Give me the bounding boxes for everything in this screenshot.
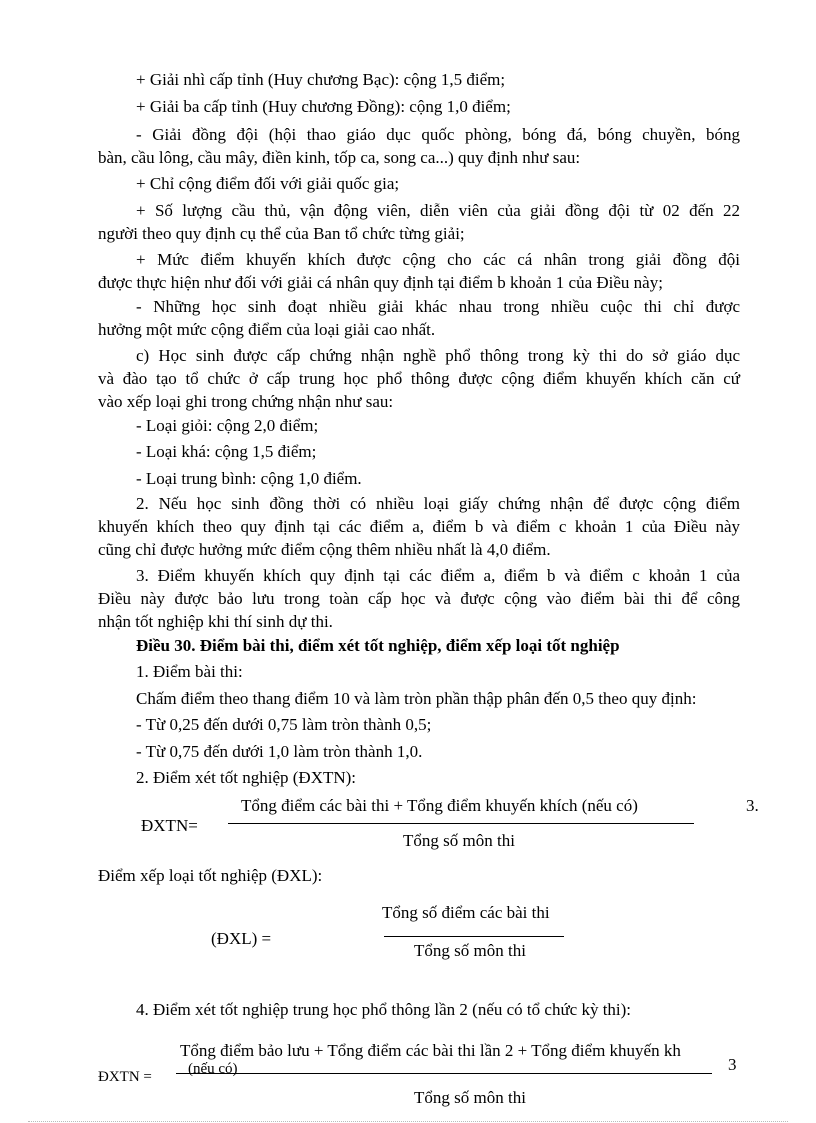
formula-denominator: Tổng số môn thi <box>403 831 515 850</box>
page-bottom-border <box>28 1121 788 1122</box>
text-line: nhận tốt nghiệp khi thí sinh dự thi. <box>98 612 333 631</box>
text-line: + Chỉ cộng điểm đối với giải quốc gia; <box>136 174 400 193</box>
text-line: bàn, cầu lông, cầu mây, điền kinh, tốp ca, song ca...) quy định như sau: <box>98 148 581 167</box>
text-line: - Giải đồng đội (hội thao giáo dục quốc phòng, bóng đá, bóng chuyền, bóng <box>136 125 740 144</box>
formula-denominator: Tổng số môn thi <box>414 1088 526 1107</box>
text-line: 3. Điểm khuyến khích quy định tại các điểm a, điểm b và điểm c khoản 1 của <box>136 566 740 585</box>
formula-numerator: Tổng điểm các bài thi + Tổng điểm khuyến khích (nếu có) <box>241 796 638 815</box>
text-line: - Từ 0,25 đến dưới 0,75 làm tròn thành 0,5; <box>136 715 432 734</box>
text-line: c) Học sinh được cấp chứng nhận nghề phổ thông trong kỳ thi do sở giáo dục <box>136 346 740 365</box>
fraction-bar <box>384 936 564 937</box>
text-line: - Những học sinh đoạt nhiều giải khác nhau trong nhiều cuộc thi chỉ được <box>136 297 740 316</box>
text-line: khuyến khích theo quy định tại các điểm a, điểm b và điểm c khoản 1 của Điều này <box>98 517 740 536</box>
text-line: 1. Điểm bài thi: <box>136 662 243 681</box>
text-line: Điểm xếp loại tốt nghiệp (ĐXL): <box>98 866 323 885</box>
text-line: 2. Điểm xét tốt nghiệp (ĐXTN): <box>136 768 357 787</box>
text-line: Chấm điểm theo thang điểm 10 và làm tròn phần thập phân đến 0,5 theo quy định: <box>136 689 697 708</box>
text-line: - Loại khá: cộng 1,5 điểm; <box>136 442 317 461</box>
formula-lhs: ĐXTN = <box>98 1069 152 1085</box>
formula-numerator: Tổng số điểm các bài thi <box>382 903 550 922</box>
article-heading: Điều 30. Điểm bài thi, điểm xét tốt nghiệp, điểm xếp loại tốt nghiệp <box>136 636 620 655</box>
formula-denominator: Tổng số môn thi <box>414 941 526 960</box>
text-line: hưởng một mức cộng điểm của loại giải cao nhất. <box>98 320 436 339</box>
text-line: - Loại giỏi: cộng 2,0 điểm; <box>136 416 319 435</box>
text-line: cũng chỉ được hưởng mức điểm cộng thêm nhiều nhất là 4,0 điểm. <box>98 540 551 559</box>
text-line: người theo quy định cụ thể của Ban tổ chức từng giải; <box>98 224 465 243</box>
fraction-bar <box>228 823 694 824</box>
formula-lhs: (ĐXL) = <box>211 929 272 948</box>
text-line: vào xếp loại ghi trong chứng nhận như sau: <box>98 392 394 411</box>
formula-lhs: ĐXTN= <box>141 816 198 835</box>
formula-numerator: Tổng điểm bảo lưu + Tổng điểm các bài thi lần 2 + Tổng điểm khuyến kh <box>180 1041 681 1060</box>
text-line: + Giải nhì cấp tỉnh (Huy chương Bạc): cộng 1,5 điểm; <box>136 70 506 89</box>
text-line: 2. Nếu học sinh đồng thời có nhiều loại giấy chứng nhận để được cộng điểm <box>136 494 740 513</box>
text-line: và đào tạo tổ chức ở cấp trung học phổ thông được cộng điểm khuyến khích căn cứ <box>98 369 740 388</box>
text-line: - Loại trung bình: cộng 1,0 điểm. <box>136 469 362 488</box>
formula-trailing: 3. <box>746 796 759 815</box>
text-line: - Từ 0,75 đến dưới 1,0 làm tròn thành 1,0. <box>136 742 423 761</box>
text-line: + Giải ba cấp tỉnh (Huy chương Đồng): cộng 1,0 điểm; <box>136 97 511 116</box>
text-line: + Mức điểm khuyến khích được cộng cho các cá nhân trong giải đồng đội <box>136 250 740 269</box>
text-line: Điều này được bảo lưu trong toàn cấp học và được cộng vào điểm bài thi để công <box>98 589 740 608</box>
formula-trailing: 3 <box>728 1055 737 1074</box>
fraction-bar <box>176 1073 712 1074</box>
text-line: + Số lượng cầu thủ, vận động viên, diễn viên của giải đồng đội từ 02 đến 22 <box>136 201 740 220</box>
text-line: được thực hiện như đối với giải cá nhân quy định tại điểm b khoản 1 của Điều này; <box>98 273 663 292</box>
text-line: 4. Điểm xét tốt nghiệp trung học phổ thông lần 2 (nếu có tổ chức kỳ thi): <box>136 1000 632 1019</box>
formula-numerator-cut: (nếu có) <box>188 1061 238 1077</box>
